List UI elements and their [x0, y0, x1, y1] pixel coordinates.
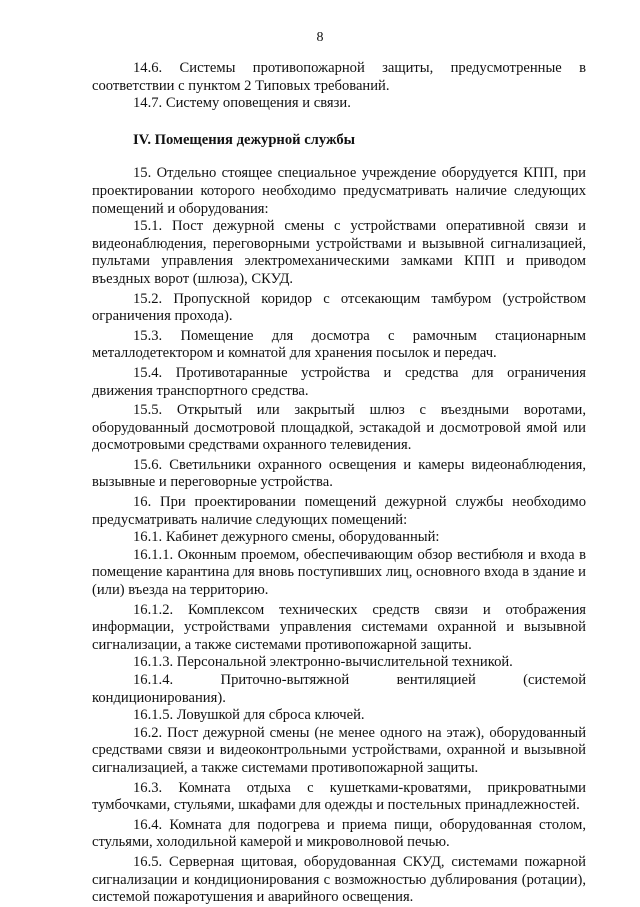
paragraph: 16.1.2. Комплексом технических средств связи и отображения информации, устройствами управления системами охранной и вызывной сигнализации, а также системами противопожарной защиты.	[92, 601, 586, 653]
paragraph: 15.5. Открытый или закрытый шлюз с въездными воротами, оборудованный досмотровой площадкой, эстакадой и досмотровой ямой или досмотровыми средствами охранного телевидения.	[92, 402, 586, 454]
paragraph: 14.6. Системы противопожарной защиты, предусмотренные в соответствии с пунктом 2 Типовых требований.	[92, 60, 586, 94]
paragraph: 16.3. Комната отдыха с кушетками-кроватями, прикроватными тумбочками, стульями, шкафами для одежды и постельных принадлежностей.	[92, 779, 586, 814]
document-body	[92, 60, 586, 907]
section-heading: IV. Помещения дежурной службы	[133, 131, 356, 148]
page-number: 8	[316, 30, 324, 45]
paragraph: 15.4. Противотаранные устройства и средства для ограничения движения транспортного средства.	[92, 364, 586, 399]
paragraph: 16. При проектировании помещений дежурной службы необходимо предусматривать наличие следующих помещений:	[92, 494, 586, 528]
paragraph: 14.7. Систему оповещения и связи.	[133, 95, 351, 112]
paragraph: 15.2. Пропускной коридор с отсекающим тамбуром (устройством ограничения прохода).	[92, 290, 586, 325]
paragraph: 16.5. Серверная щитовая, оборудованная СКУД, системами пожарной сигнализации и кондиционирования с возможностью дублирования (ротации), системой пожаротушения и аварийного освещения.	[92, 853, 586, 906]
paragraph: 15.1. Пост дежурной смены с устройствами оперативной связи и видеонаблюдения, переговорными устройствами и вызывной сигнализацией, пультами управления электромеханическими замками КПП и приводом въездных ворот (шлюза), СКУД.	[92, 218, 586, 287]
paragraph: 16.1.3. Персональной электронно-вычислительной техникой.	[133, 654, 513, 671]
paragraph: 16.2. Пост дежурной смены (не менее одного на этаж), оборудованный средствами связи и видеоконтрольными устройствами, охранной и вызывной сигнализацией, а также системами противопожарной защиты.	[92, 724, 586, 776]
paragraph: 16.1.1. Оконным проемом, обеспечивающим обзор вестибюля и входа в помещение карантина для вновь поступивших лиц, основного входа в здание и (или) въезда на территорию.	[92, 546, 586, 599]
paragraph: 16.1.5. Ловушкой для сброса ключей.	[133, 707, 365, 724]
paragraph: 16.1.4. Приточно-вытяжной вентиляцией (системой кондиционирования).	[92, 672, 586, 706]
paragraph: 16.4. Комната для подогрева и приема пищи, оборудованная столом, стульями, холодильной камерой и микроволновой печью.	[92, 816, 586, 851]
paragraph: 15.6. Светильники охранного освещения и камеры видеонаблюдения, вызывные и переговорные устройства.	[92, 456, 586, 491]
paragraph: 15. Отдельно стоящее специальное учреждение оборудуется КПП, при проектировании которого необходимо предусматривать наличие следующих помещений и оборудования:	[92, 165, 586, 217]
paragraph: 16.1. Кабинет дежурного смены, оборудованный:	[133, 529, 440, 546]
paragraph: 15.3. Помещение для досмотра с рамочным стационарным металлодетектором и комнатой для хранения посылок и передач.	[92, 327, 586, 362]
